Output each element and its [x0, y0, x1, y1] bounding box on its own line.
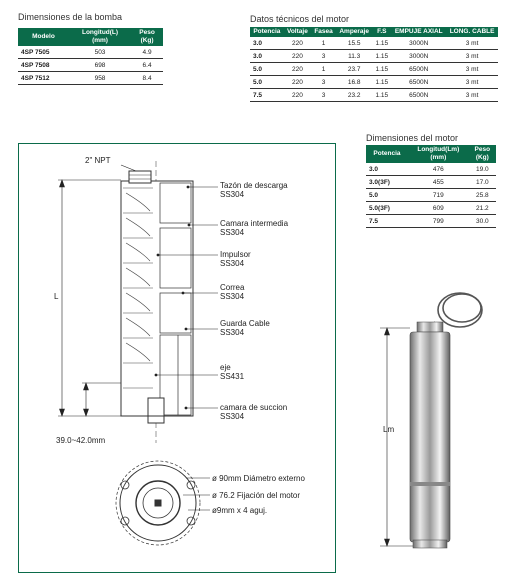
table-cell: 4SP 7505 — [18, 46, 69, 59]
column-header: Modelo — [18, 28, 69, 46]
table-cell: 503 — [69, 46, 131, 59]
table-cell: 698 — [69, 59, 131, 72]
column-header: LONG. CABLE — [446, 27, 498, 37]
column-header: Peso (Kg) — [131, 28, 163, 46]
column-header: Potencia — [250, 27, 284, 37]
table-cell: 6500N — [391, 89, 446, 102]
table-row — [366, 163, 496, 176]
table-row — [366, 215, 496, 228]
table-row — [366, 189, 496, 202]
table-cell: 19.0 — [469, 163, 496, 176]
column-header: Fasea — [311, 27, 336, 37]
table-cell: 3 mt — [446, 37, 498, 50]
pump-dims-table — [18, 28, 163, 85]
pump-dims-title: Dimensiones de la bomba — [18, 12, 123, 22]
table-cell: 1.15 — [372, 37, 391, 50]
motor-tech-table — [250, 27, 498, 102]
motor-tech-title: Datos técnicos del motor — [250, 14, 350, 24]
part-label-discharge-bowl: Tazón de descarga SS304 — [220, 181, 288, 199]
table-cell: 6500N — [391, 76, 446, 89]
table-cell: 3 mt — [446, 63, 498, 76]
table-cell: 3000N — [391, 37, 446, 50]
table-cell: 3.0 — [250, 50, 284, 63]
part-label-impeller: Impulsor SS304 — [220, 250, 251, 268]
table-cell: 220 — [284, 63, 311, 76]
table-cell: 220 — [284, 89, 311, 102]
part-label-cable-guard: Guarda Cable SS304 — [220, 319, 270, 337]
table-cell: 4SP 7508 — [18, 59, 69, 72]
table-cell: 220 — [284, 50, 311, 63]
flange-note-holes: ø9mm x 4 aguj. — [212, 506, 268, 515]
table-cell: 3 — [311, 89, 336, 102]
table-cell: 8.4 — [131, 72, 163, 85]
motor-length-lm-label: Lm — [383, 425, 395, 434]
table-cell: 958 — [69, 72, 131, 85]
column-header: Potencia — [366, 145, 408, 163]
table-cell: 3.0(3F) — [366, 176, 408, 189]
column-header: Longitud(L) (mm) — [69, 28, 131, 46]
column-header: Peso (Kg) — [469, 145, 496, 163]
column-header: F.S — [372, 27, 391, 37]
table-row — [18, 46, 163, 59]
table-cell: 25.8 — [469, 189, 496, 202]
table-cell: 1.15 — [372, 76, 391, 89]
table-cell: 3 mt — [446, 89, 498, 102]
table-cell: 30.0 — [469, 215, 496, 228]
pump-cross-section-drawing — [18, 143, 336, 573]
motor-dims-table — [366, 145, 496, 228]
table-cell: 23.2 — [336, 89, 372, 102]
flange-note-motor-fixing: ø 76.2 Fijación del motor — [212, 491, 301, 500]
table-cell: 16.8 — [336, 76, 372, 89]
table-row — [366, 176, 496, 189]
table-cell: 5.0 — [250, 63, 284, 76]
table-row — [250, 89, 498, 102]
table-cell: 220 — [284, 37, 311, 50]
part-label-belt: Correa SS304 — [220, 283, 245, 301]
table-cell: 3 mt — [446, 50, 498, 63]
table-row — [250, 76, 498, 89]
table-cell: 3 — [311, 76, 336, 89]
table-cell: 5.0 — [250, 76, 284, 89]
table-cell: 6500N — [391, 63, 446, 76]
table-cell: 3.0 — [366, 163, 408, 176]
table-cell: 799 — [408, 215, 469, 228]
table-cell: 23.7 — [336, 63, 372, 76]
table-cell: 7.5 — [366, 215, 408, 228]
width-dimension-label: 39.0~42.0mm — [56, 436, 106, 445]
table-cell: 1 — [311, 37, 336, 50]
table-cell: 1 — [311, 63, 336, 76]
table-cell: 7.5 — [250, 89, 284, 102]
table-cell: 719 — [408, 189, 469, 202]
table-cell: 1.15 — [372, 89, 391, 102]
table-cell: 1.15 — [372, 50, 391, 63]
table-cell: 5.0(3F) — [366, 202, 408, 215]
table-header-row — [250, 27, 498, 37]
table-row — [250, 63, 498, 76]
column-header: Voltaje — [284, 27, 311, 37]
table-cell: 3 mt — [446, 76, 498, 89]
table-row — [250, 37, 498, 50]
table-cell: 3.0 — [250, 37, 284, 50]
part-label-shaft: eje SS431 — [220, 363, 245, 381]
npt-label: 2" NPT — [85, 156, 111, 165]
table-header-row — [366, 145, 496, 163]
flange-note-outer-diameter: ø 90mm Diámetro externo — [212, 474, 305, 483]
table-cell: 21.2 — [469, 202, 496, 215]
table-cell: 455 — [408, 176, 469, 189]
table-cell: 4SP 7512 — [18, 72, 69, 85]
table-cell: 609 — [408, 202, 469, 215]
table-cell: 17.0 — [469, 176, 496, 189]
table-cell: 4.9 — [131, 46, 163, 59]
table-cell: 220 — [284, 76, 311, 89]
table-row — [250, 50, 498, 63]
table-cell: 3 — [311, 50, 336, 63]
table-row — [18, 72, 163, 85]
column-header: Amperaje — [336, 27, 372, 37]
table-cell: 11.3 — [336, 50, 372, 63]
table-cell: 5.0 — [366, 189, 408, 202]
table-cell: 6.4 — [131, 59, 163, 72]
table-cell: 3000N — [391, 50, 446, 63]
motor-dims-title: Dimensiones del motor — [366, 133, 459, 143]
motor-illustration — [375, 282, 505, 557]
table-header-row — [18, 28, 163, 46]
part-label-intermediate-chamber: Camara intermedia SS304 — [220, 219, 289, 237]
column-header: EMPUJE AXIAL — [391, 27, 446, 37]
column-header: Longitud(Lm) (mm) — [408, 145, 469, 163]
table-cell: 476 — [408, 163, 469, 176]
table-row — [366, 202, 496, 215]
table-cell: 15.5 — [336, 37, 372, 50]
part-label-suction-chamber: camara de succion SS304 — [220, 403, 288, 421]
table-row — [18, 59, 163, 72]
table-cell: 1.15 — [372, 63, 391, 76]
length-l-label: L — [54, 292, 59, 301]
